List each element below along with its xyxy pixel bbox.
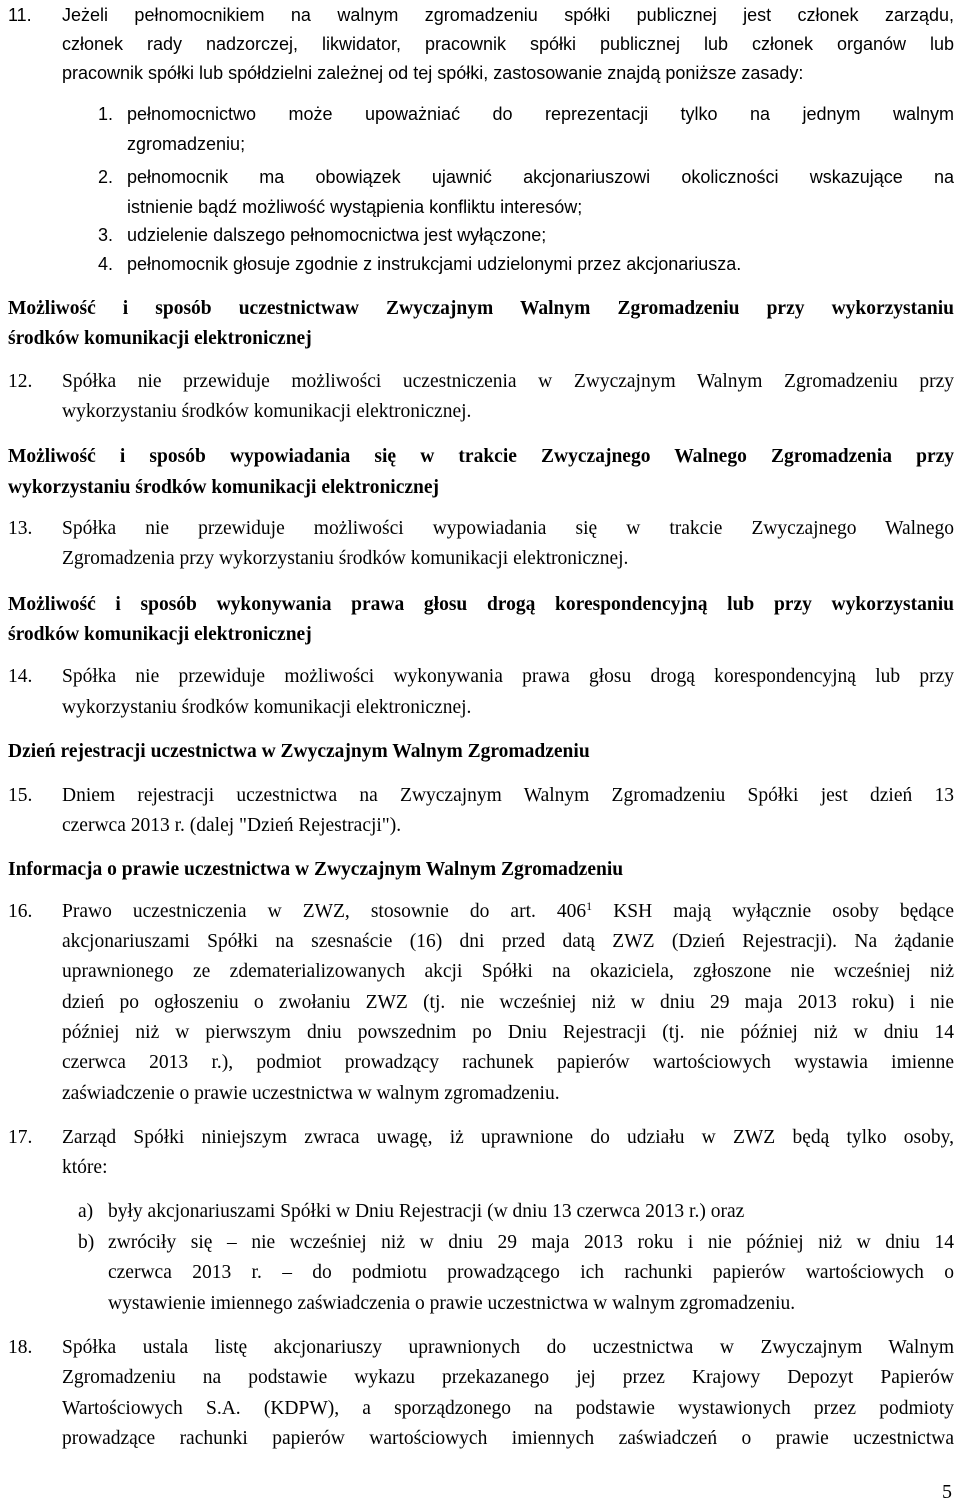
list-item-line: wystawienie imiennego zaświadczenia o prawie uczestnictwa w walnym zgromadzeniu. bbox=[108, 1293, 796, 1314]
section-heading: wykorzystaniu środków komunikacji elektronicznej bbox=[8, 477, 440, 498]
list-item-number: 3. bbox=[98, 225, 114, 245]
section-heading: Możliwość i sposób wykonywania prawa głosu drogą korespondencyjną lub przy wykorzystaniu bbox=[8, 594, 954, 615]
paragraph-line: czerwca 2013 r.), podmiot prowadzący rachunek papierów wartościowych wystawia imienne bbox=[62, 1052, 954, 1073]
paragraph-line: Spółka nie przewiduje możliwości uczestniczenia w Zwyczajnym Walnym Zgromadzeniu przy bbox=[62, 371, 954, 392]
item-number: 11. bbox=[8, 5, 32, 25]
paragraph-line: które: bbox=[62, 1157, 108, 1178]
list-item-line: zwróciły się – nie wcześniej niż w dniu 29 maja 2013 roku i nie później niż w dniu 14 bbox=[108, 1232, 954, 1253]
list-item-line: pełnomocnik ma obowiązek ujawnić akcjonariuszowi okoliczności wskazujące na bbox=[127, 167, 954, 187]
list-item-line: pełnomocnik głosuje zgodnie z instrukcjami udzielonymi przez akcjonariusza. bbox=[127, 254, 742, 274]
paragraph-line: Zgromadzenia przy wykorzystaniu środków komunikacji elektronicznej. bbox=[62, 548, 629, 569]
paragraph-line: Wartościowych S.A. (KDPW), a sporządzonego na podstawie wystawionych przez podmioty bbox=[62, 1398, 954, 1419]
item-number: 16. bbox=[8, 901, 33, 922]
paragraph-line: dzień po ogłoszeniu o zwołaniu ZWZ (tj. nie wcześniej niż w dniu 29 maja 2013 roku) i nie bbox=[62, 992, 954, 1013]
paragraph-line: uprawnionego ze zdematerializowanych akcji Spółki na okaziciela, zgłoszone nie wcześniej niż bbox=[62, 961, 954, 982]
list-item-number: 4. bbox=[98, 254, 114, 274]
paragraph-line: Spółka ustala listę akcjonariuszy uprawnionych do uczestnictwa w Zwyczajnym Walnym bbox=[62, 1337, 954, 1358]
paragraph-line: wykorzystaniu środków komunikacji elektronicznej. bbox=[62, 697, 472, 718]
paragraph-line bbox=[62, 901, 954, 923]
section-heading: Dzień rejestracji uczestnictwa w Zwyczajnym Walnym Zgromadzeniu bbox=[8, 741, 590, 762]
paragraph-line: Jeżeli pełnomocnikiem na walnym zgromadzeniu spółki publicznej jest członek zarządu, bbox=[62, 5, 954, 25]
paragraph-line: Dniem rejestracji uczestnictwa na Zwyczajnym Walnym Zgromadzeniu Spółki jest dzień 13 bbox=[62, 785, 954, 806]
page-number: 5 bbox=[942, 1481, 952, 1503]
item-number: 13. bbox=[8, 518, 33, 539]
paragraph-line: czerwca 2013 r. (dalej "Dzień Rejestracji"). bbox=[62, 815, 402, 836]
list-item-line: były akcjonariuszami Spółki w Dniu Rejestracji (w dniu 13 czerwca 2013 r.) oraz bbox=[108, 1201, 745, 1222]
superscript-number: 1 bbox=[586, 899, 593, 913]
section-heading: środków komunikacji elektronicznej bbox=[8, 624, 312, 645]
list-item-line: udzielenie dalszego pełnomocnictwa jest wyłączone; bbox=[127, 225, 547, 245]
list-item-number: 1. bbox=[98, 104, 114, 124]
section-heading: Informacja o prawie uczestnictwa w Zwyczajnym Walnym Zgromadzeniu bbox=[8, 859, 624, 880]
paragraph-line: Spółka nie przewiduje możliwości wykonywania prawa głosu drogą korespondencyjną lub przy bbox=[62, 666, 954, 687]
paragraph-line: później niż w pierwszym dniu powszednim po Dniu Rejestracji (tj. nie później niż w dniu 14 bbox=[62, 1022, 954, 1043]
item-number: 17. bbox=[8, 1127, 33, 1148]
paragraph-text: Prawo uczestniczenia w ZWZ, stosownie do art. 406 bbox=[62, 901, 587, 922]
paragraph-line: Spółka nie przewiduje możliwości wypowiadania się w trakcie Zwyczajnego Walnego bbox=[62, 518, 954, 539]
paragraph-line: Zgromadzeniu na podstawie wykazu przekazanego jej przez Krajowy Depozyt Papierów bbox=[62, 1367, 954, 1388]
paragraph-text: KSH mają wyłącznie osoby będące bbox=[592, 901, 954, 922]
list-item-letter: b) bbox=[78, 1232, 95, 1253]
item-number: 18. bbox=[8, 1337, 33, 1358]
paragraph-line: pracownik spółki lub spółdzielni zależnej od tej spółki, zastosowanie znajdą poniższe zasady: bbox=[62, 63, 804, 83]
item-number: 12. bbox=[8, 371, 33, 392]
paragraph-line: wykorzystaniu środków komunikacji elektronicznej. bbox=[62, 401, 472, 422]
list-item-line: zgromadzeniu; bbox=[127, 134, 246, 154]
list-item-line: istnienie bądź możliwość wystąpienia konfliktu interesów; bbox=[127, 197, 583, 217]
paragraph-line: członek rady nadzorczej, likwidator, pracownik spółki publicznej lub członek organów lub bbox=[62, 34, 954, 54]
section-heading: Możliwość i sposób wypowiadania się w trakcie Zwyczajnego Walnego Zgromadzenia przy bbox=[8, 446, 954, 467]
paragraph-line: prowadzące rachunki papierów wartościowych imiennych zaświadczeń o prawie uczestnictwa bbox=[62, 1428, 954, 1449]
section-heading: Możliwość i sposób uczestnictwaw Zwyczajnym Walnym Zgromadzeniu przy wykorzystaniu bbox=[8, 298, 954, 319]
list-item-line: czerwca 2013 r. – do podmiotu prowadzącego ich rachunki papierów wartościowych o bbox=[108, 1262, 954, 1283]
section-heading: środków komunikacji elektronicznej bbox=[8, 328, 312, 349]
list-item-letter: a) bbox=[78, 1201, 94, 1222]
paragraph-line: Zarząd Spółki niniejszym zwraca uwagę, iż uprawnione do udziału w ZWZ będą tylko osoby, bbox=[62, 1127, 954, 1148]
list-item-line: pełnomocnictwo może upoważniać do reprezentacji tylko na jednym walnym bbox=[127, 104, 954, 124]
paragraph-line: akcjonariuszami Spółki na szesnaście (16) dni przed datą ZWZ (Dzień Rejestracji). Na żądanie bbox=[62, 931, 954, 952]
paragraph-line: zaświadczenie o prawie uczestnictwa w walnym zgromadzeniu. bbox=[62, 1083, 560, 1104]
list-item-number: 2. bbox=[98, 167, 114, 187]
item-number: 15. bbox=[8, 785, 33, 806]
item-number: 14. bbox=[8, 666, 33, 687]
